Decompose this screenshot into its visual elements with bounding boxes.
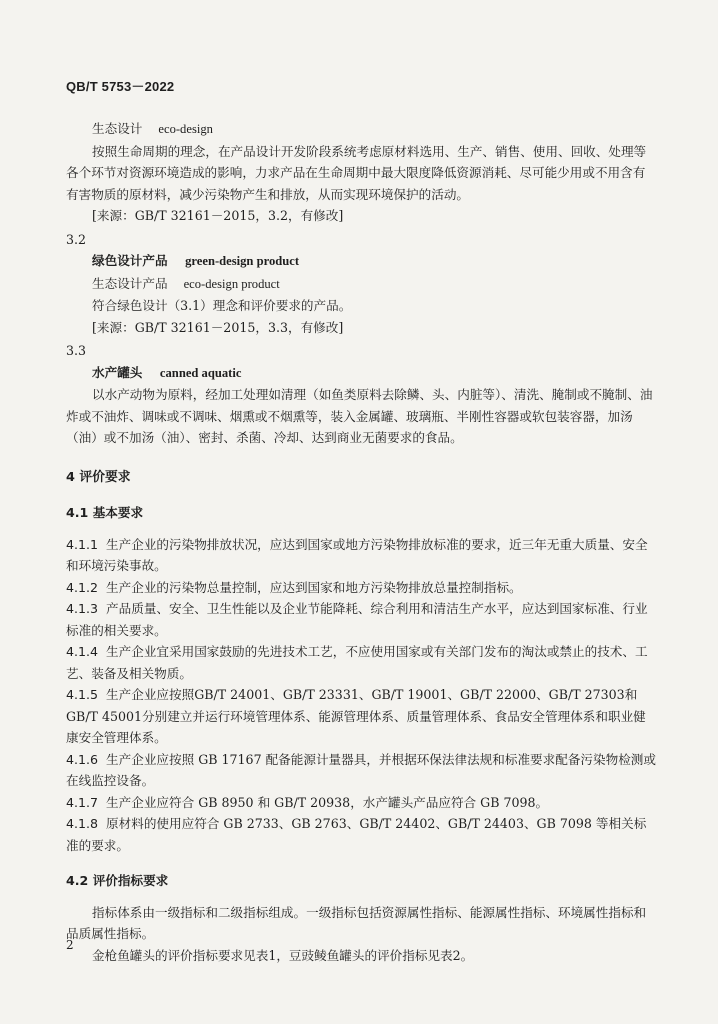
definition-3-2: 符合绿色设计（3.1）理念和评价要求的产品。 (92, 298, 352, 313)
term-number-3-2: 3.2 (66, 231, 87, 247)
term-alt-3-2 (66, 273, 656, 296)
term-alt-en: eco-design (158, 122, 213, 136)
clause-4-1-4 (66, 641, 656, 684)
section-4-2-paragraph-1: 指标体系由一级指标和二级指标组成。一级指标包括资源属性指标、能源属性指标、环境属性指标和品质属性指标。 (66, 904, 647, 941)
clause-4-1-7 (66, 792, 656, 814)
definition-3-3: 以水产动物为原料，经加工处理如清理（如鱼类原料去除鳞、头、内脏等）、清洗、腌制或不腌制、油炸或不油炸、调味或不调味、烟熏或不烟熏等，装入金属罐、玻璃瓶、半刚性容器或软包装容器，加汤（油）或不加汤（油）、密封、杀菌、冷却、达到商业无菌要求的食品。 (66, 387, 653, 445)
term-alt-3-1 (66, 118, 656, 141)
clause-number: 4.1.5 (66, 687, 99, 702)
document-body (66, 118, 656, 966)
clause-text: 生产企业应按照 GB 17167 配备能源计量器具，并根据环保法律法规和标准要求配备污染物检测或在线监控设备。 (66, 751, 656, 788)
clause-text: 生产企业的污染物排放状况，应达到国家或地方污染物排放标准的要求，近三年无重大质量、安全和环境污染事故。 (66, 536, 648, 573)
clause-text: 生产企业应按照GB/T 24001、GB/T 23331、GB/T 19001、GB/T 22000、GB/T 27303和GB/T 45001分别建立并运行环境管理体系、能源管理体系、质量管理体系、食品安全管理体系和职业健康安全管理体系。 (66, 687, 646, 745)
term-alt-zh: 生态设计 (92, 121, 143, 136)
definition-3-1: 按照生命周期的理念，在产品设计开发阶段系统考虑原材料选用、生产、销售、使用、回收、处理等各个环节对资源环境造成的影响，力求产品在生命周期中最大限度降低资源消耗、尽可能少用或不用含有有害物质的原材料，减少污染物产生和排放，从而实现环境保护的活动。 (66, 143, 647, 202)
clause-4-1-2 (66, 577, 656, 599)
clause-4-1-8 (66, 813, 656, 856)
clause-number: 4.1.8 (66, 816, 99, 831)
term-en: canned aquatic (159, 365, 242, 380)
clause-text: 原材料的使用应符合 GB 2733、GB 2763、GB/T 24402、GB/T 24403、GB 7098 等相关标准的要求。 (66, 816, 647, 853)
clause-number: 4.1.3 (66, 601, 99, 616)
section-4-2-heading: 4.2 评价指标要求 (66, 873, 169, 888)
term-3-2 (66, 250, 656, 273)
clause-text: 生产企业宜采用国家鼓励的先进技术工艺，不应使用国家或有关部门发布的淘汰或禁止的技术、工艺、装备及相关物质。 (66, 644, 648, 681)
clause-4-1-3 (66, 598, 656, 641)
source-3-1: [来源：GB/T 32161－2015，3.2，有修改] (92, 208, 344, 223)
clause-number: 4.1.2 (66, 579, 99, 595)
term-alt-zh: 生态设计产品 (92, 275, 168, 291)
standard-code-header: QB/T 5753－2022 (66, 79, 175, 94)
term-alt-en: eco-design product (183, 276, 280, 291)
section-4-heading: 4 评价要求 (66, 469, 131, 485)
clause-4-1-6 (66, 749, 656, 792)
source-3-2: [来源：GB/T 32161－2015，3.3，有修改] (92, 319, 344, 335)
clause-text: 产品质量、安全、卫生性能以及企业节能降耗、综合利用和清洁生产水平，应达到国家标准、行业标准的相关要求。 (66, 601, 648, 638)
clause-4-1-1 (66, 534, 656, 577)
section-4-1-heading: 4.1 基本要求 (66, 505, 144, 520)
clause-text: 生产企业的污染物总量控制，应达到国家和地方污染物排放总量控制指标。 (106, 579, 522, 595)
term-zh: 水产罐头 (92, 364, 143, 380)
term-number-3-3: 3.3 (66, 343, 87, 358)
term-3-3 (66, 362, 656, 385)
clause-number: 4.1.1 (66, 536, 99, 552)
clause-text: 生产企业应符合 GB 8950 和 GB/T 20938，水产罐头产品应符合 GB 7098。 (106, 794, 549, 810)
term-en: green-design product (185, 254, 300, 268)
section-4-2-paragraph-2: 金枪鱼罐头的评价指标要求见表1，豆豉鲮鱼罐头的评价指标见表2。 (92, 947, 474, 963)
clause-number: 4.1.6 (66, 751, 99, 767)
term-zh: 绿色设计产品 (92, 253, 168, 268)
clause-number: 4.1.7 (66, 794, 99, 810)
page-number: 2 (66, 938, 74, 952)
clause-4-1-5 (66, 684, 656, 749)
clause-number: 4.1.4 (66, 644, 99, 659)
